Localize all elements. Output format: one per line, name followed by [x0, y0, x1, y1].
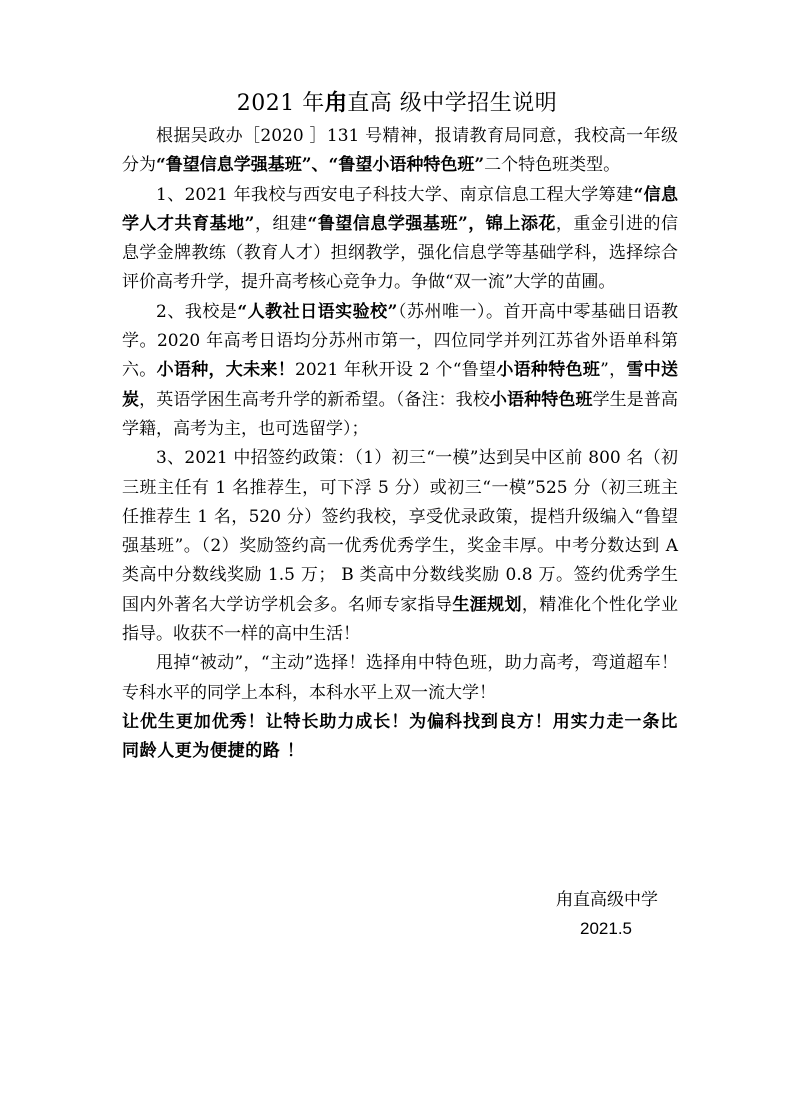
- text-run: ，重金引进的信息学金牌教练（教育人才）担纲教学，强化信息学等基础学科，选择综合评价高考升学，提升高考核心竞争力。争做“双一流”大学的苗圃。: [122, 213, 679, 293]
- text-run: （苏州唯一）。首开高中零基础日语教学。2020 年高考日语均分苏州市第一，四位同学并列江苏省外语单科第六。: [122, 301, 678, 381]
- document-body: [122, 122, 678, 767]
- paragraph-item-1: [122, 181, 678, 298]
- text-run: ，组建: [254, 213, 308, 234]
- paragraph-intro: [122, 122, 678, 181]
- signature-date: 2021.5: [580, 919, 632, 938]
- text-run: 甩掉“被动”，“主动”选择！选择甪中特色班，助力高考，弯道超车！专科水平的同学上本科，本科水平上双一流大学！: [122, 653, 678, 703]
- document-title: [0, 88, 794, 119]
- paragraph-item-3: [122, 444, 678, 649]
- slogan: 让优生更加优秀！让特长助力成长！为偏科找到良方！用实力走一条比同龄人更为便捷的路 ！: [122, 711, 678, 762]
- text-run: 1、2021 年我校与西安电子科技大学、南京信息工程大学筹建: [156, 184, 634, 205]
- title-rest: 直高 级中学招生说明: [347, 91, 558, 116]
- bold-run: “鲁望信息学强基班”，锦上添花: [307, 213, 556, 234]
- text-run: 学生是普高学籍，高考为主，也可选留学）；: [122, 389, 678, 439]
- bold-run: 生涯规划: [452, 594, 522, 615]
- bold-run: “鲁望信息学强基班”、“鲁望小语种特色班”: [156, 155, 485, 176]
- title-jiao-char: 甪: [324, 90, 348, 116]
- bold-run: 小语种特色班: [489, 389, 593, 410]
- text-run: 3、2021 中招签约政策：（1）初三“一模”达到吴中区前 800 名（初三班主任有 1 名推荐生，可下浮 5 分）或初三“一模”525 分（初三班主任推荐生 1 名，520 分）签约我校，享受优录政策，提档升级编入“鲁望强基班”。（2）奖励签约高一优秀优秀学生，奖金丰厚。中考分数达到 A 类高中分数线奖励 1.5 万； B 类高中分数线奖励 0.8 万。签约优秀学生国内外著名大学访学机会多。名师专家指导: [122, 448, 678, 615]
- text-run: ，英语学困生高考升学的新希望。（备注：我校: [139, 389, 490, 410]
- text-run: 二个特色班类型。: [484, 155, 621, 176]
- text-run: 根据吴政办［2020 ］131 号精神，报请教育局同意，我校高一年级分为: [122, 126, 678, 176]
- text-run: 2021 年秋开设 2 个“鲁望: [295, 360, 497, 381]
- signature-school: 甪直高级中学: [556, 890, 658, 910]
- paragraph-closing: [122, 649, 678, 708]
- text-run: ，精准化个性化学业指导。收获不一样的高中生活！: [122, 594, 679, 645]
- bold-run: “人教社日语实验校”: [237, 301, 398, 322]
- text-run: ”，: [600, 360, 627, 381]
- bold-run: 雪中送炭: [122, 360, 679, 410]
- bold-run: 小语种，大未来！: [156, 360, 296, 381]
- text-run: 2、我校是: [156, 301, 238, 322]
- paragraph-item-2: [122, 298, 678, 444]
- bold-run: “信息学人才共育基地”: [122, 184, 678, 234]
- title-prefix: 2021 年: [236, 91, 325, 116]
- bold-run: 小语种特色班: [496, 360, 601, 381]
